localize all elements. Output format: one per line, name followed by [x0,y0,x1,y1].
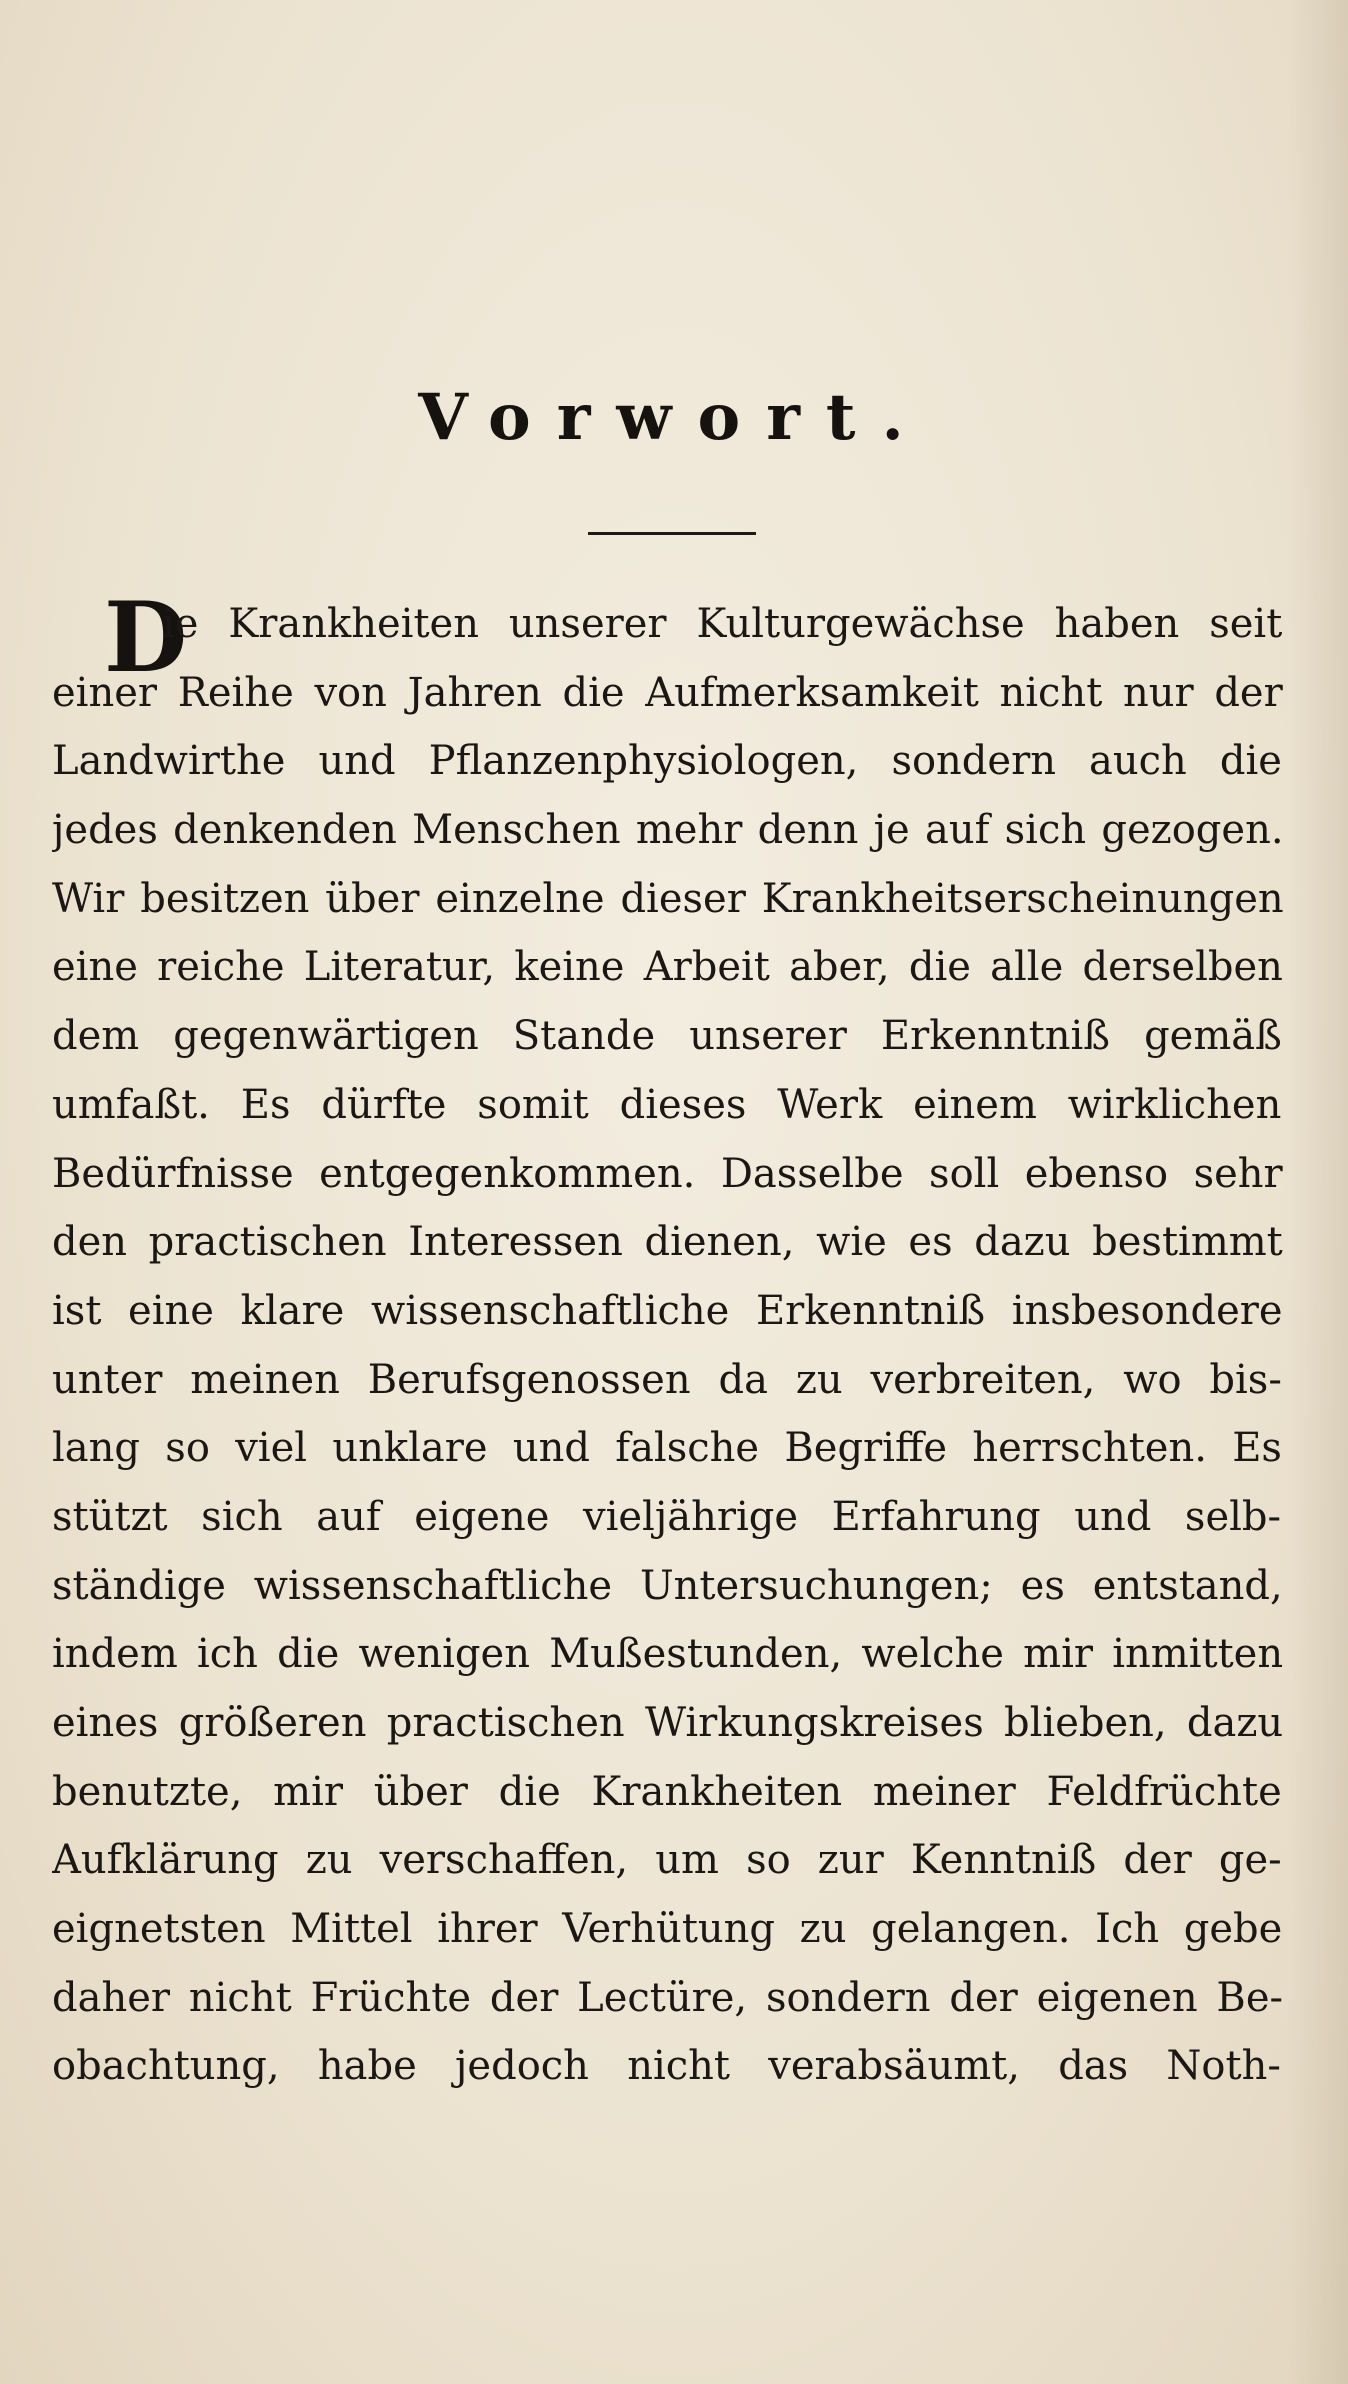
preface-body [52,581,1284,2101]
text-line: stützt sich auf eigene vieljährige Erfahrung und selb- [52,1493,1282,1540]
text-line: unter meinen Berufsgenossen da zu verbreiten, wo bis- [52,1356,1282,1403]
text-line: eines größeren practischen Wirkungskreises blieben, dazu [52,1700,1284,1746]
page-title: Vorwort. [418,380,930,455]
text-line: den practischen Interessen dienen, wie es dazu bestimmt [52,1219,1283,1266]
text-line: ständige wissenschaftliche Untersuchungen; es entstand, [52,1562,1283,1609]
text-line: Landwirthe und Pflanzenphysiologen, sondern auch die [52,738,1282,785]
text-line: jedes denkenden Menschen mehr denn je auf sich gezogen. [52,807,1284,854]
text-line: eine reiche Literatur, keine Arbeit aber, die alle derselben [52,944,1283,991]
text-line: dem gegenwärtigen Stande unserer Erkenntniß gemäß [52,1013,1282,1060]
text-line: Bedürfnisse entgegenkommen. Dasselbe soll ebenso sehr [52,1150,1283,1197]
text-line: eignetsten Mittel ihrer Verhütung zu gelangen. Ich gebe [52,1906,1283,1953]
drop-cap-initial: D [104,581,188,694]
text-line: einer Reihe von Jahren die Aufmerksamkeit nicht nur der [52,669,1283,716]
text-line: ist eine klare wissenschaftliche Erkenntniß insbesondere [52,1287,1283,1334]
title-divider [588,532,756,535]
text-line: umfaßt. Es dürfte somit dieses Werk einem wirklichen [52,1081,1282,1128]
text-line: Aufklärung zu verschaffen, um so zur Kenntniß der ge- [52,1837,1282,1884]
text-line: daher nicht Früchte der Lectüre, sondern der eigenen Be- [52,1974,1284,2021]
text-line: lang so viel unklare und falsche Begriffe herrschten. Es [52,1425,1282,1472]
text-line: obachtung, habe jedoch nicht verabsäumt, das Noth- [52,2043,1281,2090]
text-line: ie Krankheiten unserer Kulturgewächse haben seit [162,601,1283,647]
text-line: Wir besitzen über einzelne dieser Krankheitserscheinungen [52,875,1284,922]
page-edge-shadow [1288,0,1348,2384]
text-line: indem ich die wenigen Mußestunden, welche mir inmitten [52,1631,1284,1678]
text-line: benutzte, mir über die Krankheiten meiner Feldfrüchte [52,1768,1282,1815]
